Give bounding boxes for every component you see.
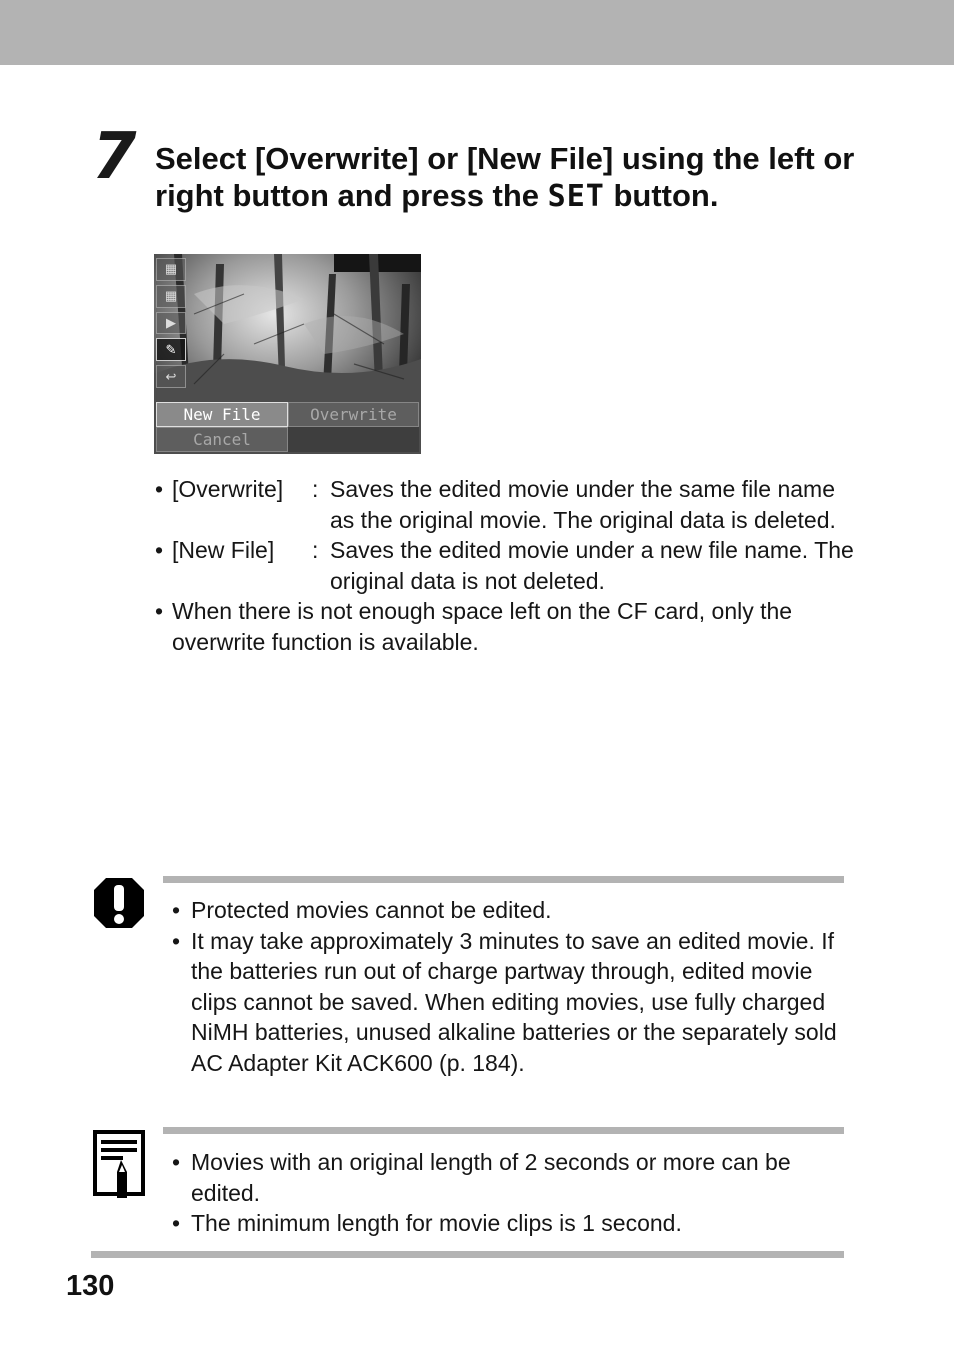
separator: :	[312, 537, 319, 563]
separator: :	[312, 476, 319, 502]
new-file-option: New File	[156, 402, 288, 427]
item-text: The minimum length for movie clips is 1 second.	[191, 1210, 682, 1236]
back-icon: ↩	[156, 365, 186, 388]
list-item	[172, 895, 852, 926]
step-number: 7	[92, 120, 135, 194]
info-list	[172, 1147, 852, 1239]
bullet: •	[155, 598, 164, 624]
movie-icon: ▦	[156, 285, 186, 308]
description: Saves the edited movie under a new file name. The original data is not deleted.	[330, 537, 854, 594]
definition-overwrite	[155, 474, 855, 535]
step-title-text: Select [Overwrite] or [New File] using the left or right button and press the	[155, 141, 855, 213]
item-text: Movies with an original length of 2 seconds or more can be edited.	[191, 1149, 791, 1206]
term: [New File]	[172, 537, 275, 563]
step-title	[155, 140, 855, 215]
memo-icon	[93, 1130, 145, 1200]
list-item	[172, 1208, 852, 1239]
bullet: •	[172, 1210, 181, 1236]
bottom-rule	[91, 1251, 844, 1258]
lcd-empty-cell	[288, 427, 419, 452]
bullet: •	[155, 476, 164, 502]
bullet: •	[172, 897, 181, 923]
step-notes	[155, 474, 855, 657]
caution-list	[172, 895, 852, 1078]
list-item	[172, 1147, 852, 1208]
page-number: 130	[66, 1270, 115, 1302]
edit-icon: ✎	[156, 338, 186, 361]
caution-icon	[92, 876, 146, 930]
term: [Overwrite]	[172, 476, 284, 502]
movie-icon: ▦	[156, 258, 186, 281]
bullet: •	[172, 927, 181, 954]
header-band	[0, 0, 954, 65]
list-item	[172, 926, 852, 1079]
note-text: When there is not enough space left on the CF card, only the overwrite function is available.	[172, 598, 793, 655]
bullet: •	[155, 537, 164, 563]
note-cf-space	[155, 596, 855, 657]
step-title-text-end: button.	[604, 178, 719, 213]
lcd-screenshot	[154, 254, 421, 454]
set-button-label: SET	[547, 179, 605, 214]
definition-new-file	[155, 535, 855, 596]
item-text: It may take approximately 3 minutes to save an edited movie. If the batteries run out of charge partway through, edited movie clips cannot be saved. When editing movies, use fully charged NiMH batteries, unused alkaline batteries or the separately sold AC Adapter Kit ACK600 (p. 184).	[191, 927, 837, 1076]
info-rule	[163, 1127, 844, 1134]
play-icon: ▶	[156, 312, 186, 335]
lcd-side-menu	[156, 258, 186, 388]
cancel-option: Cancel	[156, 427, 288, 452]
caution-rule	[163, 876, 844, 883]
lcd-save-menu	[156, 402, 419, 452]
overwrite-option: Overwrite	[288, 402, 419, 427]
description: Saves the edited movie under the same file name as the original movie. The original data is deleted.	[330, 476, 836, 533]
item-text: Protected movies cannot be edited.	[191, 897, 552, 923]
bullet: •	[172, 1149, 181, 1175]
